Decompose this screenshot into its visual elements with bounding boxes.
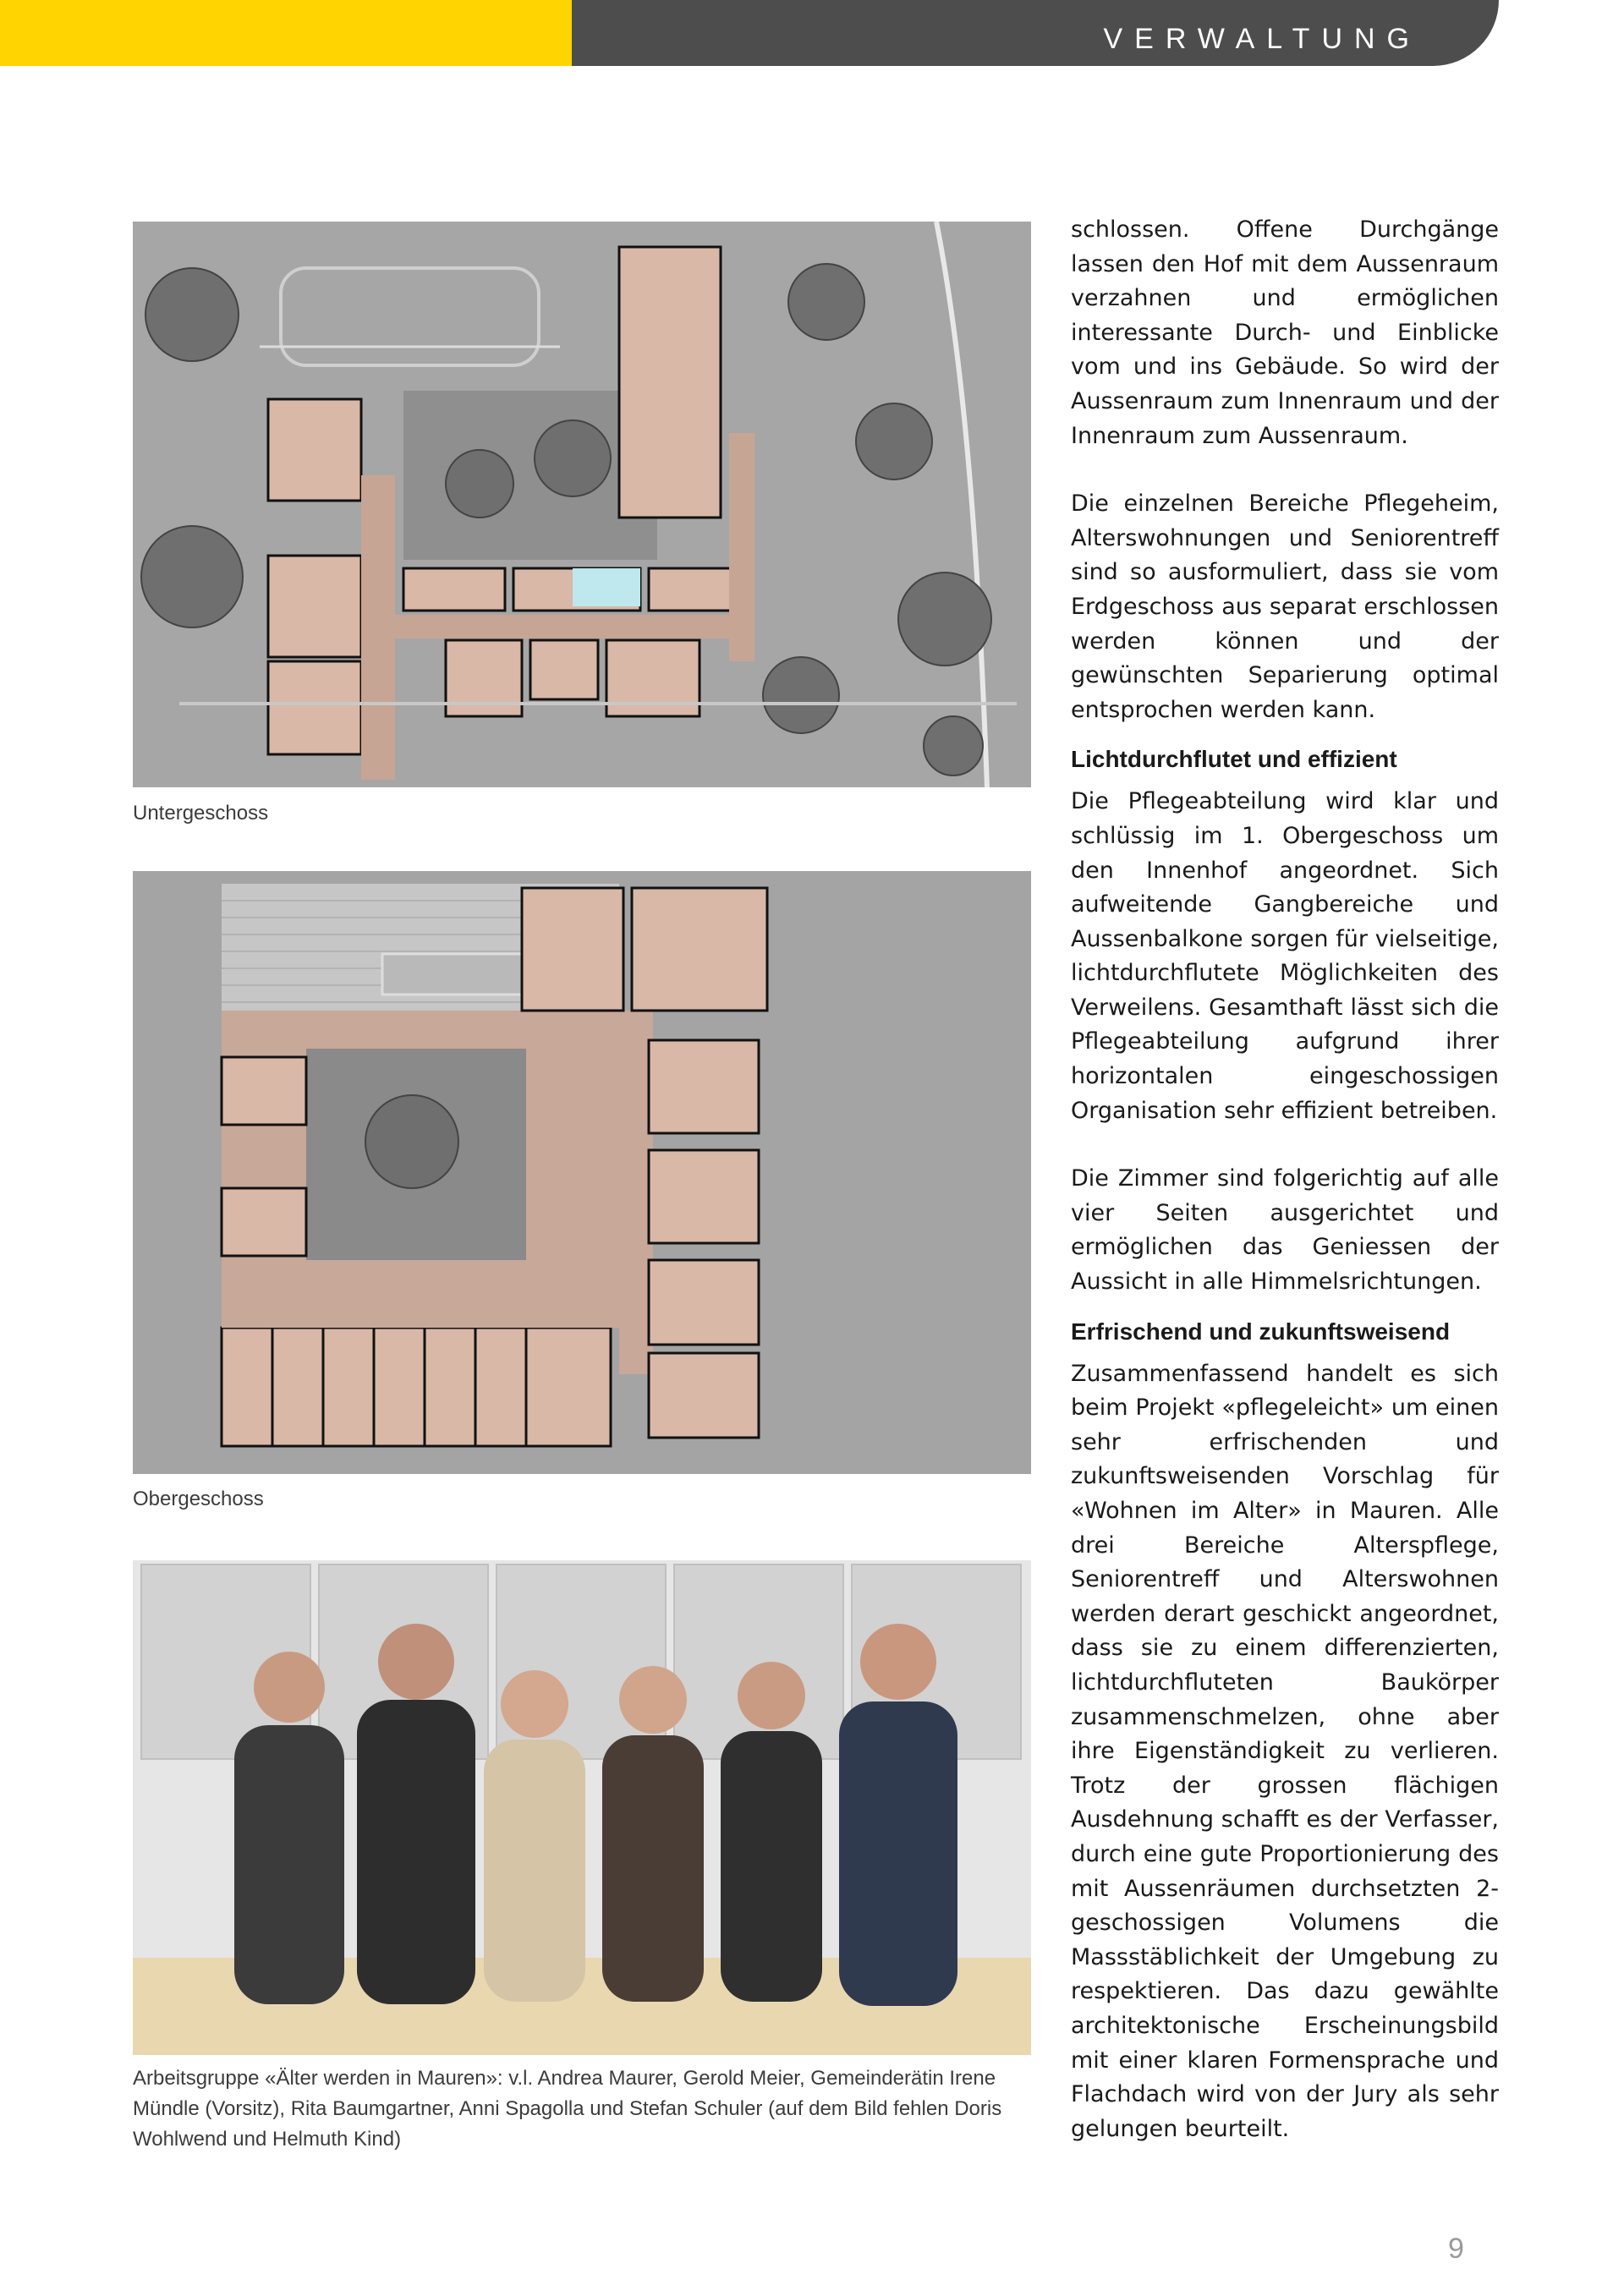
paragraph-3: Die Pflegeabteilung wird klar und schlüssig im 1. Obergeschoss um den Innenhof angeordnet. Sich aufweitende Gangbereiche und Aussenbalkone sorgen für vielseitige, lichtdurchflutete Möglichkeiten des Verweilens. Gesamthaft lässt sich die Pflegeabteilung aufgrund ihrer horizontalen eingeschossigen Organisation sehr effizient betreiben. [1071,788,1499,1124]
caption-group-photo: Arbeitsgruppe «Älter werden in Mauren»: v.l. Andrea Maurer, Gerold Meier, Gemeinderätin Irene Mündle (Vorsitz), Rita Baumgartner, Anni Spagolla und Stefan Schuler (auf dem Bild fehlen Doris Wohlwend und Helmuth Kind) [133,2067,1002,2151]
group-photo [133,1560,1031,2055]
section-title: VERWALTUNG [1103,23,1421,55]
floor-plan-drawing [133,222,1031,787]
paragraph-2: Die einzelnen Bereiche Pflegeheim, Alterswohnungen und Seniorentreff sind so ausformuliert, dass sie vom Erdgeschoss aus separat erschlossen werden können und der gewünschten Separierung optimal entsprochen werden kann. [1071,490,1499,723]
group-photo-illustration [133,1560,1031,2055]
header-bar [572,0,1499,66]
article-text-column [1071,213,1499,2146]
floor-plan-untergeschoss [133,222,1031,787]
header-accent-bar [0,0,572,66]
paragraph-5: Zusammenfassend handelt es sich beim Projekt «pflegeleicht» um einen sehr erfrischenden und zukunftsweisenden Vorschlag für «Wohnen im Alter» in Mauren. Alle drei Bereiche Alterspflege, Seniorentreff und Alterswohnen werden derart geschickt angeordnet, dass sie zu einem differenzierten, lichtdurchfluteten Baukörper zusammenschmelzen, ohne aber ihre Eigenständigkeit zu verlieren. Trotz der grossen flächigen Ausdehnung schafft es der Verfasser, durch eine gute Proportionierung des mit Aussenräumen durchsetzten 2-geschossigen Volumens die Massstäblichkeit der Umgebung zu respektieren. Das dazu gewählte architektonische Erscheinungsbild mit einer klaren Formensprache und Flachdach wird von der Jury als sehr gelungen beurteilt. [1071,1360,1499,2142]
page-number: 9 [1448,2233,1464,2265]
heading-erfrischend: Erfrischend und zukunftsweisend [1071,1318,1451,1345]
heading-lichtdurchflutet: Lichtdurchflutet und effizient [1071,746,1397,773]
paragraph-4: Die Zimmer sind folgerichtig auf alle vier Seiten ausgerichtet und ermöglichen das Geniessen der Aussicht in alle Himmelsrichtungen. [1071,1165,1499,1296]
floor-plan-obergeschoss [133,871,1031,1474]
floor-plan-drawing-upper [133,871,1031,1474]
paragraph-1: schlossen. Offene Durchgänge lassen den Hof mit dem Aussenraum verzahnen und ermöglichen interessante Durch- und Einblicke vom und ins Gebäude. So wird der Aussenraum zum Innenraum und der Innenraum zum Aussenraum. [1071,216,1499,449]
caption-obergeschoss: Obergeschoss [133,1488,264,1510]
caption-untergeschoss: Untergeschoss [133,802,269,825]
